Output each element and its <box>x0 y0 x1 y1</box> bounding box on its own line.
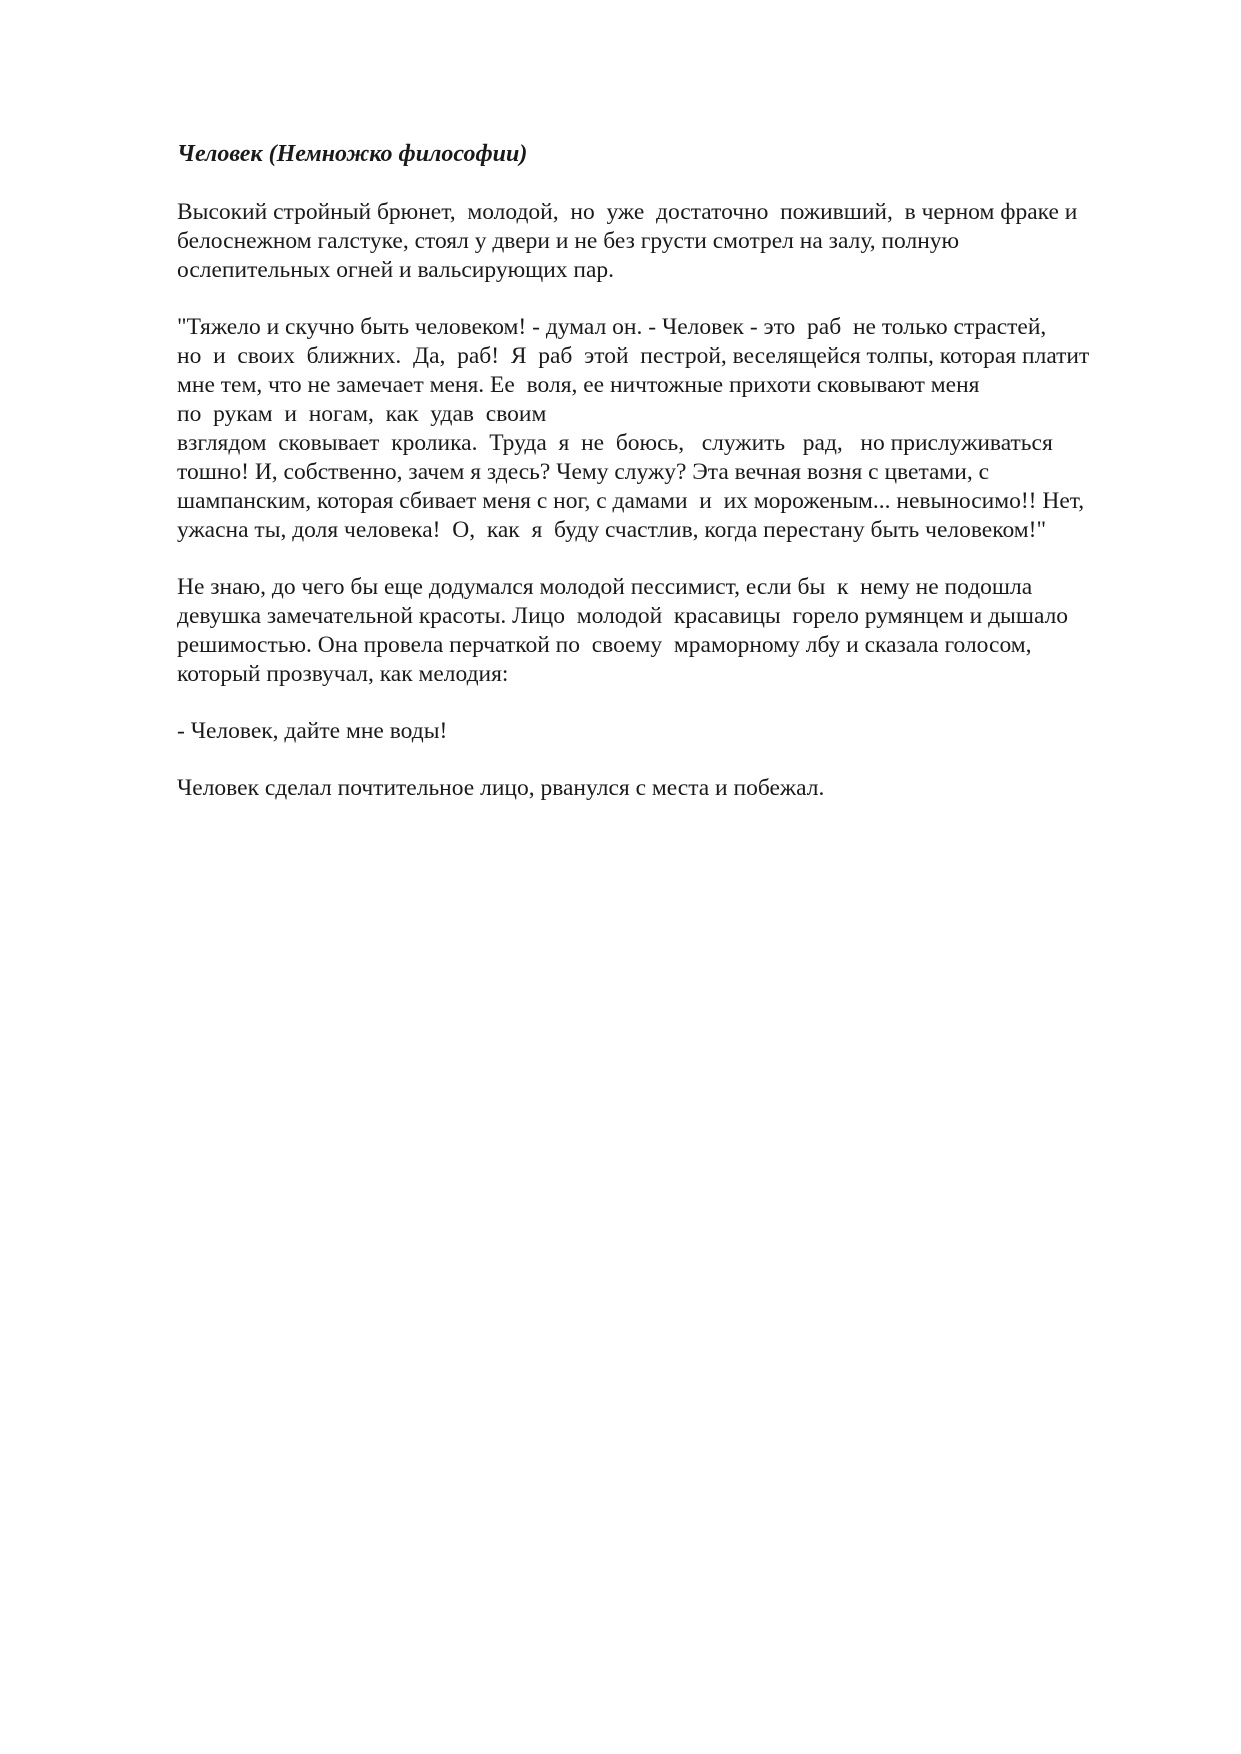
paragraph-3 <box>177 573 1157 689</box>
text-line: взглядом сковывает кролика. Труда я не боюсь, служить рад, но прислуживаться <box>177 430 1053 456</box>
text-line: ослепительных огней и вальсирующих пар. <box>177 257 615 283</box>
text-line: который прозвучал, как мелодия: <box>177 661 509 687</box>
text-line: ужасна ты, доля человека! О, как я буду счастлив, когда перестану быть человеком!" <box>177 517 1047 543</box>
text-line: Не знаю, до чего бы еще додумался молодой пессимист, если бы к нему не подошла <box>177 574 1033 600</box>
paragraph-2 <box>177 313 1157 545</box>
paragraph-5 <box>177 774 1157 803</box>
text-line: "Тяжело и скучно быть человеком! - думал он. - Человек - это раб не только страстей, <box>177 314 1047 340</box>
paragraph-4 <box>177 717 1157 746</box>
text-line: мне тем, что не замечает меня. Ее воля, ее ничтожные прихоти сковывают меня <box>177 372 980 398</box>
text-line: решимостью. Она провела перчаткой по своему мраморному лбу и сказала голосом, <box>177 632 1032 658</box>
document-body <box>177 140 1157 831</box>
document-title: Человек (Немножко философии) <box>177 141 528 167</box>
text-line: Человек сделал почтительное лицо, рванулся с места и побежал. <box>177 775 825 801</box>
text-line: тошно! И, собственно, зачем я здесь? Чему служу? Эта вечная возня с цветами, с <box>177 459 990 485</box>
text-line: девушка замечательной красоты. Лицо молодой красавицы горело румянцем и дышало <box>177 603 1069 629</box>
text-line: по рукам и ногам, как удав своим <box>177 401 547 427</box>
text-line: белоснежном галстуке, стоял у двери и не без грусти смотрел на залу, полную <box>177 228 960 254</box>
text-line: Высокий стройный брюнет, молодой, но уже достаточно поживший, в черном фраке и <box>177 199 1078 225</box>
text-line: но и своих ближних. Да, раб! Я раб этой пестрой, веселящейся толпы, которая платит <box>177 343 1090 369</box>
text-line: - Человек, дайте мне воды! <box>177 718 448 744</box>
paragraph-1 <box>177 198 1157 285</box>
text-line: шампанским, которая сбивает меня с ног, с дамами и их мороженым... невыносимо!! Нет, <box>177 488 1085 514</box>
